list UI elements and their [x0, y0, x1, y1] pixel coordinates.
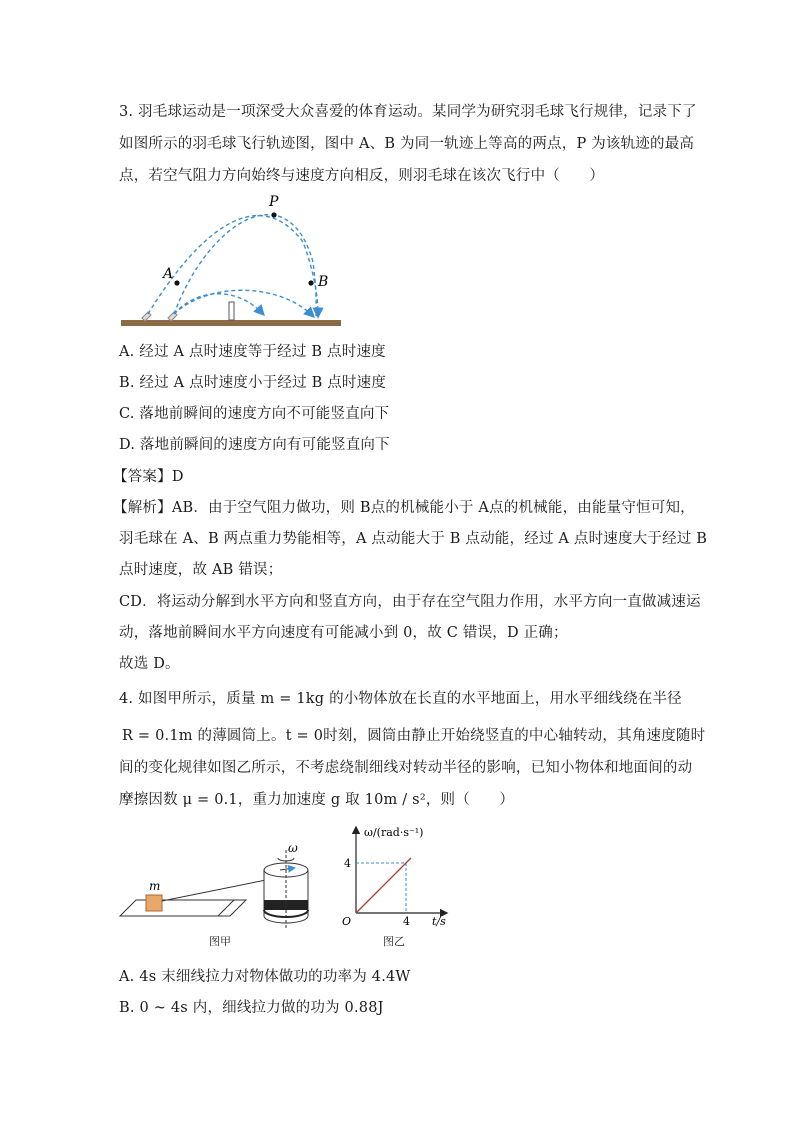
q3-stem-line-2: 如图所示的羽毛球飞行轨迹图，图中 A、B 为同一轨迹上等高的两点，P 为该轨迹的最高 [119, 136, 695, 152]
q4-stem-line-1: 4. 如图甲所示，质量 m = 1kg 的小物体放在长直的水平地面上，用水平细线绕在半径 [119, 691, 682, 707]
label-p: P [269, 194, 279, 210]
q3-analysis-line-2: 羽毛球在 A、B 两点重力势能相等，A 点动能大于 B 点动能，经过 A 点时速度大于经过 B [119, 531, 708, 547]
q4-option-b: B. 0 ~ 4s 内，细线拉力做的功为 0.88J [119, 1000, 384, 1016]
x-axis-label: t/s [432, 915, 446, 928]
series-line [356, 858, 411, 913]
q4-stem-line-3: 间的变化规律如图乙所示，不考虑绕制细线对转动半径的影响，已知小物体和地面间的动 [119, 760, 693, 776]
label-a: A [163, 266, 174, 282]
origin-label: O [342, 915, 352, 928]
q3-option-d: D. 落地前瞬间的速度方向有可能竖直向下 [119, 437, 390, 453]
caption-yi: 图乙 [383, 935, 405, 948]
ground [121, 320, 341, 326]
trajectory-low-2 [174, 290, 313, 316]
string [162, 880, 266, 901]
q3-option-a: A. 经过 A 点时速度等于经过 B 点时速度 [119, 344, 386, 360]
q3-analysis-line-1 [113, 498, 695, 518]
q3-stem-line-3: 点，若空气阻力方向始终与速度方向相反，则羽毛球在该次飞行中（ ） [119, 168, 605, 184]
q4-stem-line-2: R = 0.1m 的薄圆筒上。t = 0时刻，圆筒由静止开始绕竖直的中心轴转动，其角速度随时 [122, 728, 706, 744]
q3-analysis-line-4: CD．将运动分解到水平方向和竖直方向，由于存在空气阻力作用，水平方向一直做减速运 [119, 594, 701, 610]
q3-stem-line-1: 3. 羽毛球运动是一项深受大众喜爱的体育运动。某同学为研究羽毛球飞行规律，记录下了 [119, 104, 697, 120]
net-post [229, 302, 234, 320]
figure-yi-omega-t-graph [340, 822, 460, 932]
q3-answer [113, 467, 184, 487]
point-a [174, 280, 179, 285]
label-m: m [149, 879, 161, 893]
figure-jia-cylinder [118, 838, 338, 938]
ground-plane [120, 900, 234, 916]
badminton-trajectory-figure [118, 192, 348, 332]
answer-value: D [171, 469, 184, 485]
answer-tag: 【答案】 [113, 469, 172, 485]
q3-option-c: C. 落地前瞬间的速度方向不可能竖直向下 [119, 406, 390, 422]
q3-option-b: B. 经过 A 点时速度小于经过 B 点时速度 [119, 375, 387, 391]
point-b [308, 280, 313, 285]
q4-option-a: A. 4s 末细线拉力对物体做功的功率为 4.4W [119, 969, 411, 985]
block-m [146, 895, 162, 911]
analysis-text-1: AB．由于空气阻力做功，则 B点的机械能小于 A点的机械能，由能量守恒可知， [171, 500, 695, 516]
q3-analysis-line-3: 点时速度，故 AB 错误； [119, 562, 283, 578]
point-p [271, 212, 276, 217]
y-tick-label: 4 [344, 857, 351, 870]
analysis-tag: 【解析】 [113, 500, 172, 516]
q3-analysis-line-6: 故选 D。 [119, 656, 180, 672]
x-tick-label: 4 [403, 915, 410, 928]
shuttlecock-icon [142, 312, 177, 321]
caption-jia: 图甲 [209, 935, 231, 948]
trajectory-main [148, 216, 318, 316]
y-axis-label: ω/(rad·s⁻¹) [364, 826, 424, 839]
label-b: B [318, 274, 329, 290]
q4-stem-line-4: 摩擦因数 μ = 0.1，重力加速度 g 取 10m / s²，则（ ） [119, 792, 515, 808]
label-omega: ω [288, 841, 298, 855]
q3-analysis-line-5: 动，落地前瞬间水平方向速度有可能减小到 0，故 C 错误，D 正确； [119, 625, 568, 641]
rotation-arrow-icon [278, 858, 294, 861]
